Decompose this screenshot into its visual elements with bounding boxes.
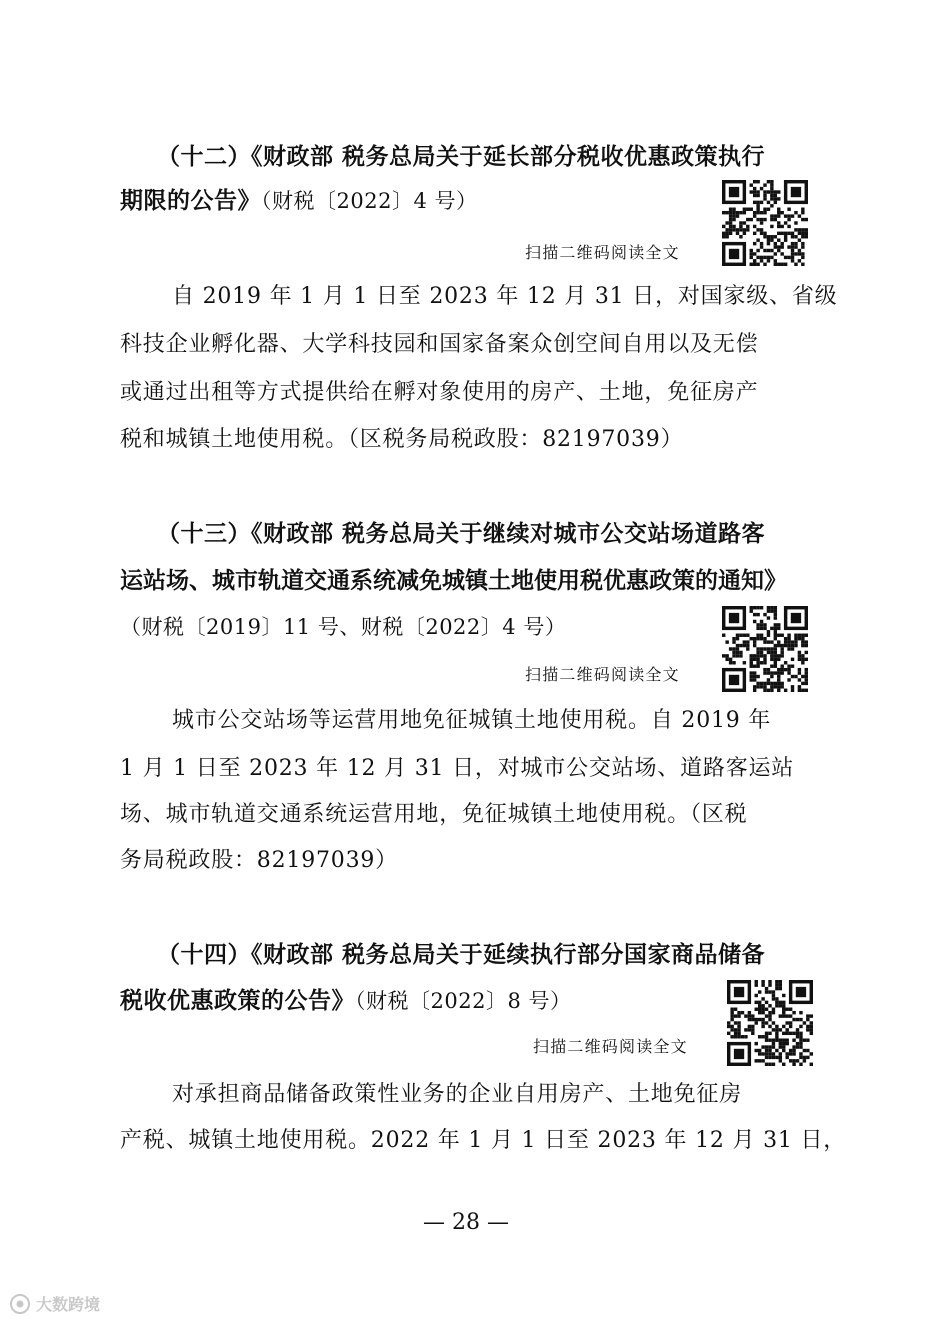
section-14-body-line: 产税、城镇土地使用税。2022 年 1 月 1 日至 2023 年 12 月 31 日， xyxy=(120,1128,847,1153)
section-13-qr-caption: 扫描二维码阅读全文 xyxy=(525,665,680,684)
watermark-text: 大数跨境 xyxy=(36,1295,101,1314)
section-12-heading-line-1: （十二）《财政部 税务总局关于延长部分税收优惠政策执行 xyxy=(157,144,766,170)
section-13-body-line: 1 月 1 日至 2023 年 12 月 31 日，对城市公交站场、道路客运站 xyxy=(120,756,795,781)
section-14-reference: （财税〔2022〕8 号） xyxy=(355,989,572,1013)
section-12-body-line: 税和城镇土地使用税。（区税务局税政股：82197039） xyxy=(120,427,684,452)
section-12-body-line: 科技企业孵化器、大学科技园和国家备案众创空间自用以及无偿 xyxy=(120,332,759,357)
section-13-body-line: 场、城市轨道交通系统运营用地，免征城镇土地使用税。（区税 xyxy=(120,802,748,827)
section-14-qr-code-icon[interactable] xyxy=(727,980,813,1066)
section-14-heading-line-1: （十四）《财政部 税务总局关于延续执行部分国家商品储备 xyxy=(157,942,766,968)
watermark-logo-icon xyxy=(8,1292,138,1316)
section-13-body-line: 务局税政股：82197039） xyxy=(120,848,398,873)
section-12-qr-code-icon[interactable] xyxy=(722,180,808,266)
section-13-heading-line-3 xyxy=(120,612,566,642)
section-13-qr-code-icon[interactable] xyxy=(722,606,808,692)
section-12-heading-line-2: 期限的公告》（财税〔2022〕4 号） xyxy=(120,188,478,214)
section-13-reference: （财税〔2019〕11 号、财税〔2022〕4 号） xyxy=(120,615,567,639)
section-12-qr-caption: 扫描二维码阅读全文 xyxy=(525,243,680,262)
section-13-heading-line-1: （十三）《财政部 税务总局关于继续对城市公交站场道路客 xyxy=(157,521,766,547)
section-12-reference: （财税〔2022〕4 号） xyxy=(261,189,478,213)
section-13-body-line: 城市公交站场等运营用地免征城镇土地使用税。自 2019 年 xyxy=(172,708,772,733)
page-number: — 28 — xyxy=(423,1210,509,1235)
section-14-body-line: 对承担商品储备政策性业务的企业自用房产、土地免征房 xyxy=(172,1082,743,1107)
section-14-heading-line-2: 税收优惠政策的公告》（财税〔2022〕8 号） xyxy=(120,988,572,1014)
section-12-body-line: 自 2019 年 1 月 1 日至 2023 年 12 月 31 日，对国家级、省级 xyxy=(172,284,838,309)
section-12-body-line: 或通过出租等方式提供给在孵对象使用的房产、土地，免征房产 xyxy=(120,380,759,405)
section-14-qr-caption: 扫描二维码阅读全文 xyxy=(533,1037,688,1056)
section-13-heading-line-2: 运站场、城市轨道交通系统减免城镇土地使用税优惠政策的通知》 xyxy=(120,568,787,594)
